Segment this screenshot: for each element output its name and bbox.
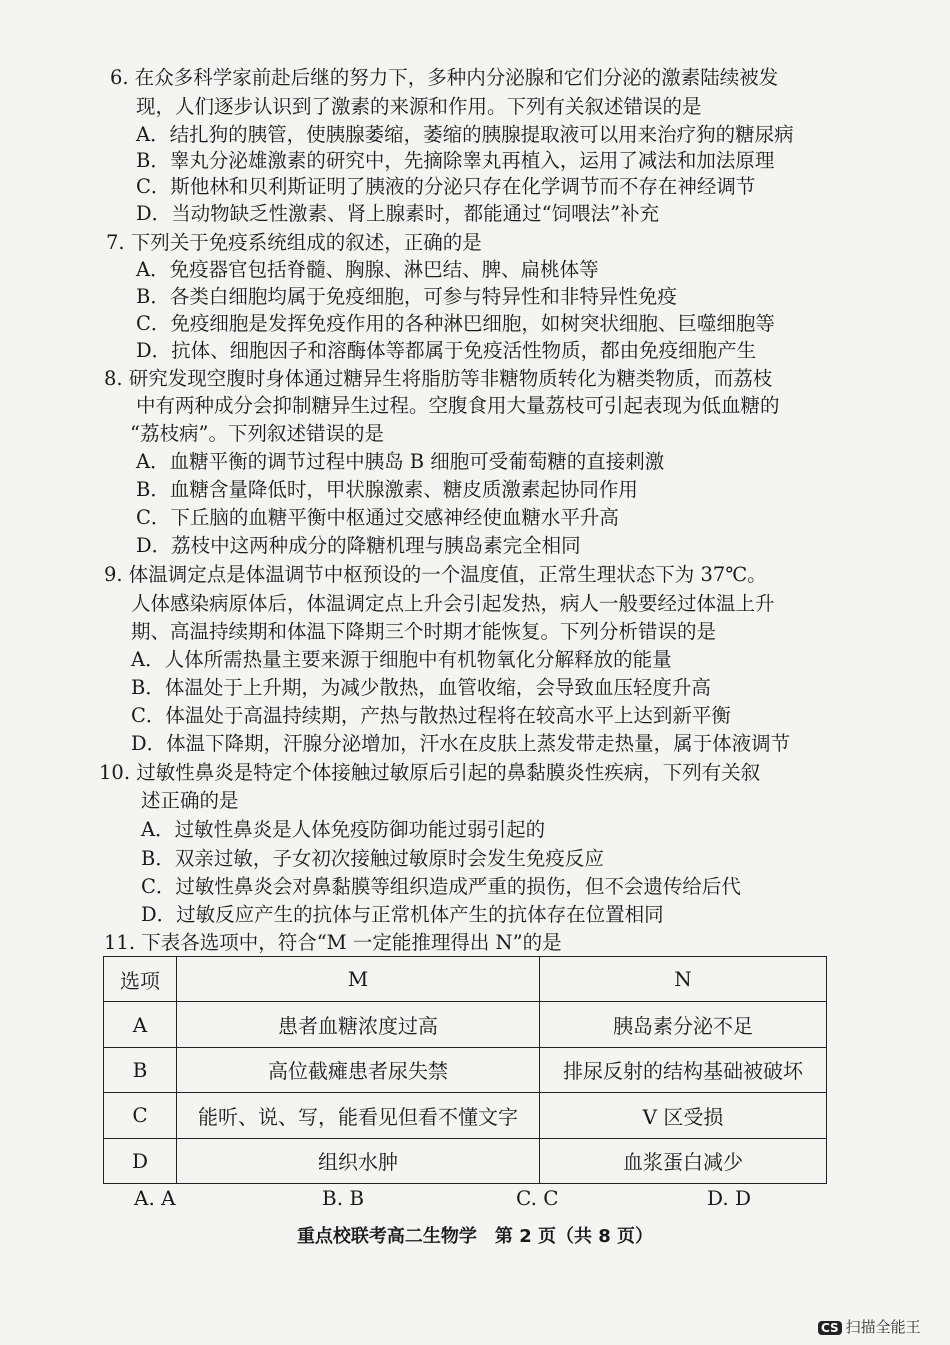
question-9-stem-line-3: 期、高温持续期和体温下降期三个时期才能恢复。下列分析错误的是 xyxy=(131,620,717,643)
page-footer: 重点校联考高二生物学 第 2 页（共 8 页） xyxy=(296,1226,654,1247)
question-6-option-b: B．睾丸分泌雄激素的研究中，先摘除睾丸再植入，运用了减法和加法原理 xyxy=(136,149,775,172)
question-9-option-b: B．体温处于上升期，为减少散热，血管收缩，会导致血压轻度升高 xyxy=(131,676,711,699)
question-10-option-b: B．双亲过敏，子女初次接触过敏原时会发生免疫反应 xyxy=(141,847,604,870)
question-9-stem-line-1: 9. 体温调定点是体温调节中枢预设的一个温度值，正常生理状态下为 37℃。 xyxy=(104,563,767,586)
question-9-option-c: C．体温处于高温持续期，产热与散热过程将在较高水平上达到新平衡 xyxy=(131,704,731,727)
table-header-row xyxy=(104,957,827,1002)
question-10-option-c: C．过敏性鼻炎会对鼻黏膜等组织造成严重的损伤，但不会遗传给后代 xyxy=(141,875,741,898)
question-7-option-a: A．免疫器官包括脊髓、胸腺、淋巴结、脾、扁桃体等 xyxy=(136,258,599,281)
table-cell: 患者血糖浓度过高 xyxy=(177,1002,540,1047)
question-6-stem-line-2: 现，人们逐步认识到了激素的来源和作用。下列有关叙述错误的是 xyxy=(136,95,702,118)
question-10-stem-line-2: 述正确的是 xyxy=(141,789,239,812)
question-8-stem-line-3: “荔枝病”。下列叙述错误的是 xyxy=(130,422,384,445)
table-row xyxy=(104,1093,827,1138)
question-7-option-b: B．各类白细胞均属于免疫细胞，可参与特异性和非特异性免疫 xyxy=(136,285,677,308)
answer-choice-b: B. B xyxy=(322,1186,365,1210)
question-10-stem-line-1: 10. 过敏性鼻炎是特定个体接触过敏原后引起的鼻黏膜炎性疾病，下列有关叙 xyxy=(99,761,761,784)
table-row xyxy=(104,1138,827,1183)
question-7-option-c: C．免疫细胞是发挥免疫作用的各种淋巴细胞，如树突状细胞、巨噬细胞等 xyxy=(136,312,775,335)
table-header-cell: 选项 xyxy=(104,957,177,1002)
table-cell: C xyxy=(104,1093,177,1138)
table-cell: B xyxy=(104,1047,177,1092)
answer-choice-c: C. C xyxy=(516,1186,559,1210)
table-cell: 能听、说、写，能看见但看不懂文字 xyxy=(177,1093,540,1138)
table-cell: 胰岛素分泌不足 xyxy=(540,1002,827,1047)
table-row xyxy=(104,1002,827,1047)
table-cell: 排尿反射的结构基础被破坏 xyxy=(540,1047,827,1092)
answer-choice-d: D. D xyxy=(707,1186,752,1210)
table-cell: A xyxy=(104,1002,177,1047)
question-8-option-d: D．荔枝中这两种成分的降糖机理与胰岛素完全相同 xyxy=(136,534,581,557)
question-11-stem-line-1: 11. 下表各选项中，符合“M 一定能推理得出 N”的是 xyxy=(104,931,562,954)
question-8-stem-line-2: 中有两种成分会抑制糖异生过程。空腹食用大量荔枝可引起表现为低血糖的 xyxy=(136,394,780,417)
options-table xyxy=(103,956,827,1184)
question-8-stem-line-1: 8. 研究发现空腹时身体通过糖异生将脂肪等非糖物质转化为糖类物质，而荔枝 xyxy=(104,367,773,390)
scanner-logo-icon: CS xyxy=(818,1321,842,1335)
question-7-stem-line-1: 7. 下列关于免疫系统组成的叙述，正确的是 xyxy=(106,231,482,254)
question-8-option-c: C．下丘脑的血糖平衡中枢通过交感神经使血糖水平升高 xyxy=(136,506,619,529)
question-6-option-d: D．当动物缺乏性激素、肾上腺素时，都能通过“饲喂法”补充 xyxy=(136,202,660,225)
question-8-option-a: A．血糖平衡的调节过程中胰岛 B 细胞可受葡萄糖的直接刺激 xyxy=(136,450,665,473)
question-9-option-d: D．体温下降期，汗腺分泌增加，汗水在皮肤上蒸发带走热量，属于体液调节 xyxy=(131,732,791,755)
table-cell: 血浆蛋白减少 xyxy=(540,1138,827,1183)
question-10-option-d: D．过敏反应产生的抗体与正常机体产生的抗体存在位置相同 xyxy=(141,903,664,926)
question-6-option-c: C．斯他林和贝利斯证明了胰液的分泌只存在化学调节而不存在神经调节 xyxy=(136,175,756,198)
question-6-stem-line-1: 6. 在众多科学家前赴后继的努力下，多种内分泌腺和它们分泌的激素陆续被发 xyxy=(110,66,779,89)
table-cell: 组织水肿 xyxy=(177,1138,540,1183)
answer-choice-a: A. A xyxy=(134,1186,176,1210)
question-9-stem-line-2: 人体感染病原体后，体温调定点上升会引起发热，病人一般要经过体温上升 xyxy=(131,592,775,615)
table-cell: D xyxy=(104,1138,177,1183)
question-8-option-b: B．血糖含量降低时，甲状腺激素、糖皮质激素起协同作用 xyxy=(136,478,638,501)
scanner-watermark-text: 扫描全能王 xyxy=(845,1318,921,1336)
table-cell: V 区受损 xyxy=(540,1093,827,1138)
question-10-option-a: A．过敏性鼻炎是人体免疫防御功能过弱引起的 xyxy=(141,818,546,841)
question-7-option-d: D．抗体、细胞因子和溶酶体等都属于免疫活性物质，都由免疫细胞产生 xyxy=(136,339,757,362)
question-9-option-a: A．人体所需热量主要来源于细胞中有机物氧化分解释放的能量 xyxy=(131,648,672,671)
table-row xyxy=(104,1047,827,1092)
scanner-watermark xyxy=(818,1316,921,1337)
table-cell: 高位截瘫患者尿失禁 xyxy=(177,1047,540,1092)
question-6-option-a: A．结扎狗的胰管，使胰腺萎缩，萎缩的胰腺提取液可以用来治疗狗的糖尿病 xyxy=(136,123,794,146)
table-header-cell: N xyxy=(540,957,827,1002)
table-header-cell: M xyxy=(177,957,540,1002)
